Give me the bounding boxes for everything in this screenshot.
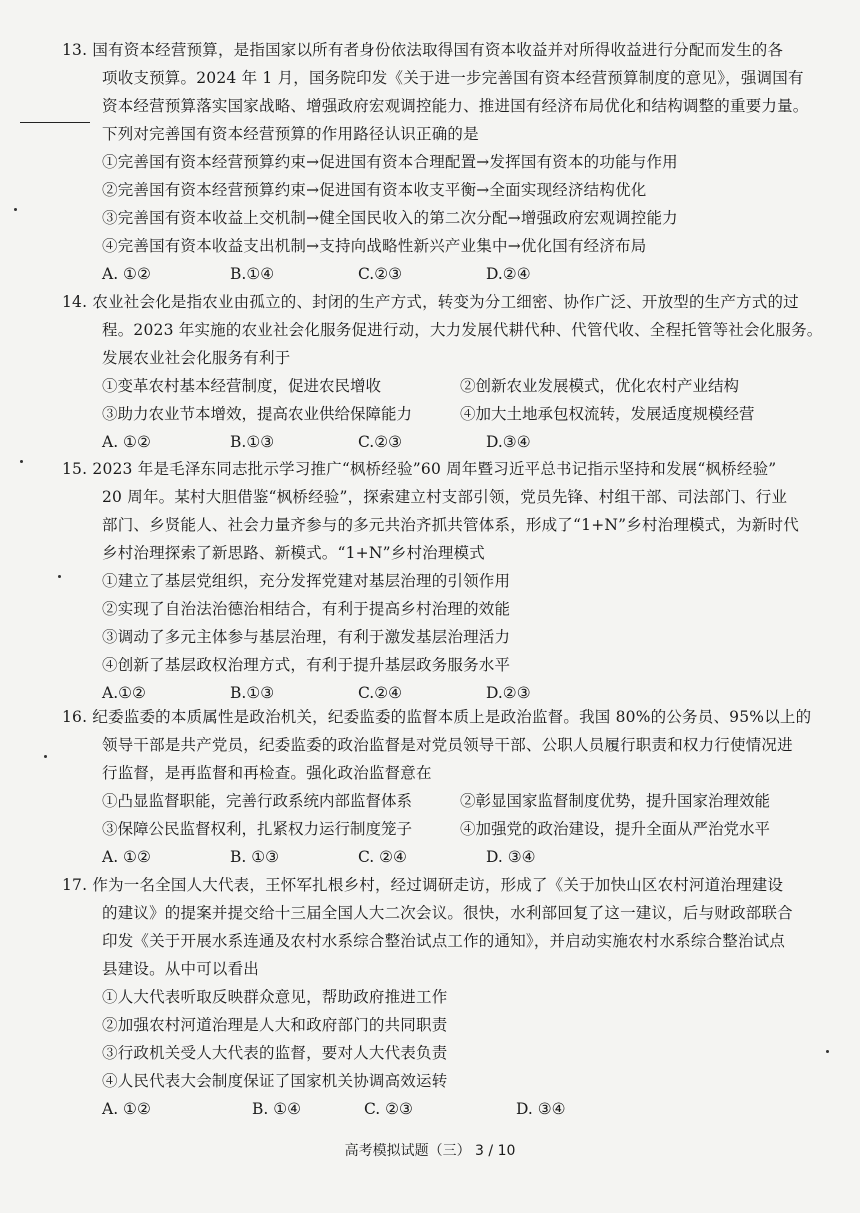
- choice-d: D.②④: [486, 265, 531, 283]
- q14-stem-line: 程。2023 年实施的农业社会化服务促进行动，大力发展代耕代种、代管代收、全程托管等社会化服务。: [102, 321, 823, 339]
- q13-stem-line: 项收支预算。2024 年 1 月，国务院印发《关于进一步完善国有资本经营预算制度的意见》，强调国有: [102, 69, 804, 87]
- q17-stem-line: 的建议》的提案并提交给十三届全国人大二次会议。很快，水利部回复了这一建议，后与财政部联合: [102, 904, 793, 922]
- q14-option: ④加大土地承包权流转，发展适度规模经营: [460, 405, 755, 423]
- q17-stem-line: 县建设。从中可以看出: [102, 960, 260, 978]
- q14-stem-line: 14. 农业社会化是指农业由孤立的、封闭的生产方式，转变为分工细密、协作广泛、开放型的生产方式的过: [62, 293, 799, 311]
- q16-option: ③保障公民监督权利，扎紧权力运行制度笼子: [102, 820, 413, 838]
- q13-stem-line: 13. 国有资本经营预算，是指国家以所有者身份依法取得国有资本收益并对所得收益进行分配而发生的各: [62, 41, 784, 59]
- choice-a: A. ①②: [102, 433, 151, 451]
- q13-option: ②完善国有资本经营预算约束→促进国有资本收支平衡→全面实现经济结构优化: [102, 181, 647, 199]
- q15-option: ①建立了基层党组织，充分发挥党建对基层治理的引领作用: [102, 572, 511, 590]
- q15-option: ③调动了多元主体参与基层治理，有利于激发基层治理活力: [102, 628, 511, 646]
- q15-option: ②实现了自治法治德治相结合，有利于提高乡村治理的效能: [102, 600, 511, 618]
- q16-choices: [62, 843, 822, 871]
- q17-stem-line: 印发《关于开展水系连通及农村水系综合整治试点工作的通知》，并启动实施农村水系综合整治试点: [102, 932, 786, 950]
- q17-stem-line: 17. 作为一名全国人大代表，王怀军扎根乡村，经过调研走访，形成了《关于加快山区农村河道治理建设: [62, 876, 784, 894]
- q13-stem-line: 资本经营预算落实国家战略、增强政府宏观调控能力、推进国有经济布局优化和结构调整的重要力量。: [102, 97, 809, 115]
- q16-option: ②彰显国家监督制度优势，提升国家治理效能: [460, 792, 771, 810]
- q13-option: ③完善国有资本收益上交机制→健全国民收入的第二次分配→增强政府宏观调控能力: [102, 209, 678, 227]
- choice-a: A. ①②: [102, 848, 151, 866]
- choice-c: C. ②④: [358, 848, 407, 866]
- q16-option: ④加强党的政治建设，提升全面从严治党水平: [460, 820, 771, 838]
- choice-c: C.②③: [358, 433, 403, 451]
- q14-option: ②创新农业发展模式，优化农村产业结构: [460, 377, 740, 395]
- q17-option: ①人大代表听取反映群众意见，帮助政府推进工作: [102, 988, 448, 1006]
- q14-option: ③助力农业节本增效，提高农业供给保障能力: [102, 405, 413, 423]
- page-footer: 高考模拟试题（三） 3 / 10: [344, 1143, 516, 1159]
- q15-stem-line: 20 周年。某村大胆借鉴“枫桥经验”，探索建立村支部引领，党员先锋、村组干部、司法部门、行业: [102, 488, 788, 506]
- choice-c: C.②④: [358, 684, 403, 702]
- choice-b: B.①④: [230, 265, 275, 283]
- question-15: [62, 455, 822, 707]
- q13-choices: [62, 260, 822, 288]
- question-13: [62, 36, 822, 288]
- scan-speck: [58, 575, 61, 578]
- choice-b: B. ①③: [230, 848, 280, 866]
- question-14: [62, 288, 822, 456]
- q17-choices: [62, 1095, 822, 1123]
- q14-options-row: [62, 372, 822, 400]
- q16-stem-line: 领导干部是共产党员，纪委监委的政治监督是对党员领导干部、公职人员履行职责和权力行使情况进: [102, 736, 793, 754]
- q15-stem-line: 乡村治理探索了新思路、新模式。“1+N”乡村治理模式: [102, 544, 485, 562]
- q17-option: ③行政机关受人大代表的监督，要对人大代表负责: [102, 1044, 448, 1062]
- choice-b: B.①③: [230, 684, 275, 702]
- q14-choices: [62, 428, 822, 456]
- scan-speck: [826, 1050, 829, 1053]
- choice-a: A.①②: [102, 684, 146, 702]
- q16-option: ①凸显监督职能，完善行政系统内部监督体系: [102, 792, 413, 810]
- q17-option: ②加强农村河道治理是人大和政府部门的共同职责: [102, 1016, 448, 1034]
- choice-b: B. ①④: [252, 1100, 302, 1118]
- question-16: [62, 703, 822, 871]
- choice-d: D. ③④: [516, 1100, 566, 1118]
- scan-speck: [44, 755, 47, 758]
- q15-option: ④创新了基层政权治理方式，有利于提升基层政务服务水平: [102, 656, 511, 674]
- choice-c: C. ②③: [364, 1100, 413, 1118]
- q17-option: ④人民代表大会制度保证了国家机关协调高效运转: [102, 1072, 448, 1090]
- scan-speck: [14, 208, 17, 211]
- q14-option: ①变革农村基本经营制度，促进农民增收: [102, 377, 382, 395]
- q16-stem-line: 16. 纪委监委的本质属性是政治机关，纪委监委的监督本质上是政治监督。我国 80%的公务员、95%以上的: [62, 708, 812, 726]
- question-17: [62, 871, 822, 1123]
- q14-options-row: [62, 400, 822, 428]
- choice-c: C.②③: [358, 265, 403, 283]
- q13-stem-line: 下列对完善国有资本经营预算的作用路径认识正确的是: [102, 125, 479, 143]
- q14-stem-line: 发展农业社会化服务有利于: [102, 349, 291, 367]
- q15-stem-line: 部门、乡贤能人、社会力量齐参与的多元共治齐抓共管体系，形成了“1+N”乡村治理模式，为新时代: [102, 516, 799, 534]
- choice-d: D.②③: [486, 684, 531, 702]
- choice-b: B.①③: [230, 433, 275, 451]
- q16-options-row: [62, 787, 822, 815]
- scan-speck: [20, 460, 23, 463]
- q13-option: ①完善国有资本经营预算约束→促进国有资本合理配置→发挥国有资本的功能与作用: [102, 153, 678, 171]
- q13-option: ④完善国有资本收益支出机制→支持向战略性新兴产业集中→优化国有经济布局: [102, 237, 647, 255]
- choice-d: D. ③④: [486, 848, 536, 866]
- choice-d: D.③④: [486, 433, 531, 451]
- q15-stem-line: 15. 2023 年是毛泽东同志批示学习推广“枫桥经验”60 周年暨习近平总书记指示坚持和发展“枫桥经验”: [62, 460, 777, 478]
- q16-stem-line: 行监督，是再监督和再检查。强化政治监督意在: [102, 764, 432, 782]
- choice-a: A. ①②: [102, 265, 151, 283]
- choice-a: A. ①②: [102, 1100, 151, 1118]
- q16-options-row: [62, 815, 822, 843]
